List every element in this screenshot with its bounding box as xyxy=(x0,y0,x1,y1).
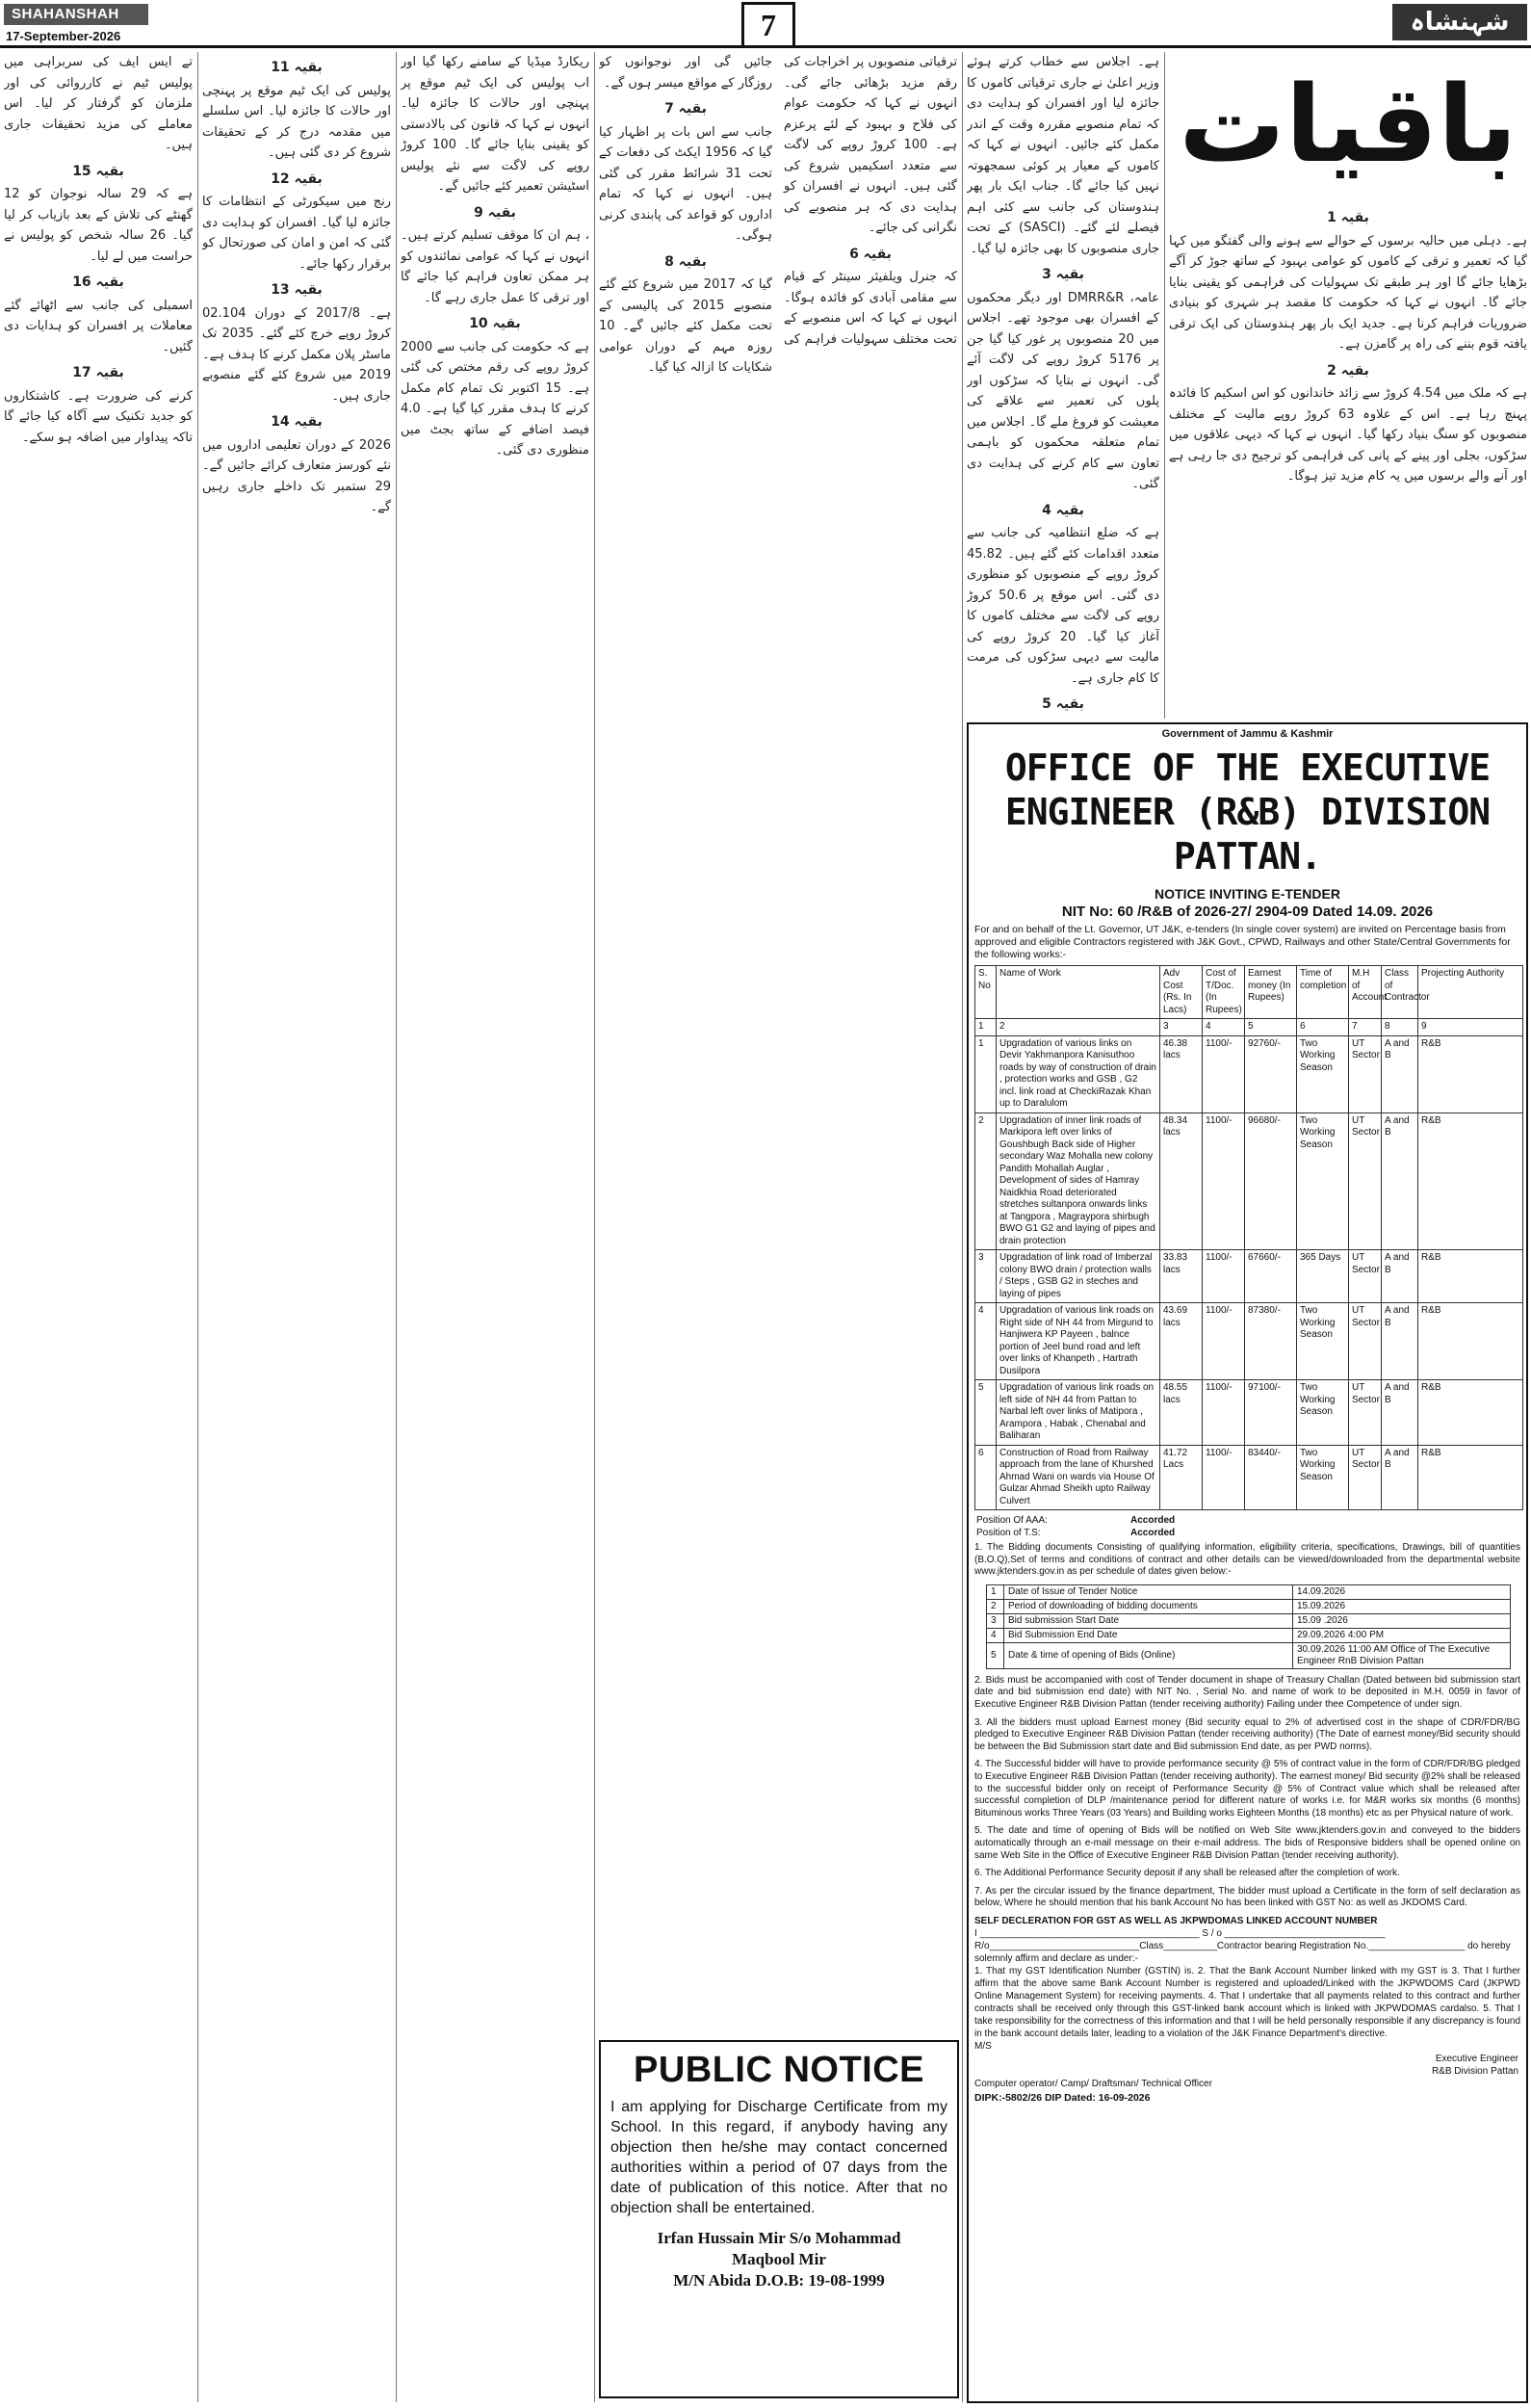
works-column-header: Cost of T/Doc. (In Rupees) xyxy=(1203,966,1245,1019)
signature-line-1: Executive Engineer xyxy=(1435,2053,1518,2064)
works-cell-auth: R&B xyxy=(1418,1445,1523,1510)
article-paragraph: ہے۔ 2017/8 کے دوران 02.104 کروڑ روپے خرچ کئے گئے۔ 2035 تک ماسٹر پلان مکمل کرنے کا ہدف ہے۔ 2019 میں شروع کئے گئے منصوبے جاری ہیں۔ xyxy=(202,305,391,404)
continuation-label: بقیہ 7 xyxy=(664,101,707,117)
paper-name: SHAHANSHAH xyxy=(4,4,148,25)
works-column-number: 7 xyxy=(1349,1019,1382,1036)
schedule-cell-date: 29.09.2026 4:00 PM xyxy=(1293,1628,1511,1642)
schedule-cell-n: 5 xyxy=(987,1642,1004,1668)
article-paragraph: ہے کہ ضلع انتظامیہ کی جانب سے متعدد اقدامات کئے گئے ہیں۔ 45.82 کروڑ روپے کے منصوبوں کو منظوری دی گئی۔ اس موقع پر 50.6 کروڑ روپے کی لاگت سے مختلف کاموں کا آغاز کیا گیا۔ 20 کروڑ روپے کی مالیت سے دیہی سڑکوں کی مرمت کا کام جاری ہے۔ xyxy=(967,526,1159,686)
works-column-header: Projecting Authority xyxy=(1418,966,1523,1019)
works-cell-sno: 2 xyxy=(975,1112,997,1250)
works-column-number: 3 xyxy=(1160,1019,1203,1036)
continuation-label: بقیہ 5 xyxy=(1042,696,1084,712)
continuation-label: بقیہ 12 xyxy=(271,170,323,187)
continuation-label: بقیہ 14 xyxy=(271,414,323,430)
works-cell-sno: 3 xyxy=(975,1250,997,1303)
column-divider xyxy=(962,52,963,2402)
continuation-label: بقیہ 3 xyxy=(1042,267,1084,282)
news-column-6 xyxy=(4,52,193,2402)
works-cell-sno: 4 xyxy=(975,1303,997,1380)
works-number-row xyxy=(975,1019,1523,1036)
office-title: OFFICE OF THE EXECUTIVE ENGINEER (R&B) DIVISION PATTAN. xyxy=(1004,746,1491,877)
works-table xyxy=(974,965,1523,1510)
works-cell-emd: 67660/- xyxy=(1245,1250,1297,1303)
article-paragraph: ہے کہ 29 سالہ نوجوان کو 12 گھنٹے کی تلاش کے بعد بازیاب کر لیا گیا۔ 26 سالہ شخص کو پولیس نے حراست میں لے لیا۔ xyxy=(4,187,193,264)
schedule-cell-item: Date & time of opening of Bids (Online) xyxy=(1004,1642,1293,1668)
works-cell-cls: A and B xyxy=(1382,1445,1418,1510)
schedule-cell-n: 4 xyxy=(987,1628,1004,1642)
issue-date: 17-September-2026 xyxy=(6,29,121,43)
tender-terms xyxy=(969,1672,1526,1913)
article-paragraph: ہے۔ اجلاس سے خطاب کرتے ہوئے وزیر اعلیٰ نے جاری ترقیاتی کاموں کا جائزہ لیا اور افسران کو ہدایت دی کہ تمام منصوبے مقررہ وقت کے اندر مکمل کئے جائیں۔ انہوں نے کہا کہ کاموں کے معیار پر کوئی سمجھوتہ نہیں کیا جائے گا۔ جناب ایک بار پھر ہندوستان کی جانب سے کئی اہم فیصلے لئے گئے۔ (SASCI) کے تحت جاری منصوبوں کا بھی جائزہ لیا گیا۔ xyxy=(967,55,1159,256)
schedule-cell-date: 14.09.2026 xyxy=(1293,1584,1511,1599)
works-cell-cost: 46.38 lacs xyxy=(1160,1035,1203,1112)
header-rule xyxy=(0,45,1531,48)
schedule-cell-n: 3 xyxy=(987,1613,1004,1628)
cc-line: Computer operator/ Camp/ Draftsman/ Technical Officer xyxy=(974,2078,1212,2089)
works-cell-time: 365 Days xyxy=(1297,1250,1349,1303)
article-paragraph: پولیس کی ایک ٹیم موقع پر پہنچی اور حالات کا جائزہ لیا۔ اس سلسلے میں مقدمہ درج کر کے تحقیقات شروع کر دی گئی ہیں۔ xyxy=(202,83,391,160)
works-cell-mh: UT Sector xyxy=(1349,1303,1382,1380)
section-headline: باقیات xyxy=(1179,63,1518,186)
schedule-cell-date: 15.09.2026 xyxy=(1293,1599,1511,1613)
article-paragraph: کہ جنرل ویلفیئر سینٹر کے قیام سے مقامی آبادی کو فائدہ ہوگا۔ انہوں نے کہا کہ اس منصوبے کے تحت مختلف سہولیات فراہم کی جائیں گی اور نوجوانوں کو روزگار کے مواقع میسر ہوں گے۔ xyxy=(599,55,957,347)
continuation-label: بقیہ 1 xyxy=(1327,210,1369,225)
continuation-label: بقیہ 2 xyxy=(1327,362,1369,379)
article-paragraph: ہے کہ ملک میں 4.54 کروڑ سے زائد خاندانوں کو اس اسکیم کا فائدہ پہنچ رہا ہے۔ اس کے علاوہ 63 کروڑ روپے مالیت کے مختلف منصوبوں کو سنگ بنیاد رکھا گیا۔ انہوں نے کہا کہ دیہی علاقوں میں سڑکوں، بجلی اور پینے کے پانی کی فراہمی کو ترجیح دی جا رہی ہے اور آنے والے برسوں میں یہ کام مزید تیز ہوگا۔ xyxy=(1169,386,1527,484)
works-cell-auth: R&B xyxy=(1418,1250,1523,1303)
nit-number: NIT No: 60 /R&B of 2026-27/ 2904-09 Dated 14.09. 2026 xyxy=(1061,903,1434,920)
article-paragraph: تے ایس ایف کی سربراہی میں پولیس ٹیم نے کارروائی کی اور ملزمان کو گرفتار کر لیا۔ اس معاملے کی مزید تحقیقات جاری ہیں۔ xyxy=(4,55,193,152)
works-cell-name: Upgradation of inner link roads of Markipora left over links of Goushbugh Back side of Higher secondary Waz Mohalla new colony Pandith Mohallah Auglar , Development of sides of Hamray Naidkhia Road deteriorated stretches sultanpora onwards links at Tangpora , Magraypora shirbugh BWO G1 G2 and laying of pipes and drain protection xyxy=(997,1112,1160,1250)
schedule-row xyxy=(987,1628,1511,1642)
works-cell-emd: 96680/- xyxy=(1245,1112,1297,1250)
works-cell-auth: R&B xyxy=(1418,1303,1523,1380)
works-column-number: 9 xyxy=(1418,1019,1523,1036)
article-paragraph: عامہ، DMRR&R اور دیگر محکموں کے افسران بھی موجود تھے۔ اجلاس میں 20 منصوبوں پر غور کیا گیا جن پر 5176 کروڑ روپے کی لاگت آئے گی۔ انہوں نے بتایا کہ سڑکوں اور پلوں کی تعمیر سے علاقے کی معیشت کو فروغ ملے گا۔ اجلاس میں تمام متعلقہ محکموں کو باہمی تعاون سے کام کرنے کی ہدایت دی گئی۔ xyxy=(967,290,1159,491)
news-column-5 xyxy=(202,52,391,2402)
works-cell-doc: 1100/- xyxy=(1203,1303,1245,1380)
works-row xyxy=(975,1250,1523,1303)
works-cell-sno: 6 xyxy=(975,1445,997,1510)
works-column-header: Adv Cost (Rs. In Lacs) xyxy=(1160,966,1203,1019)
continuation-label: بقیہ 4 xyxy=(1042,502,1084,518)
works-column-number: 4 xyxy=(1203,1019,1245,1036)
schedule-cell-n: 2 xyxy=(987,1599,1004,1613)
column-divider xyxy=(396,52,397,2402)
schedule-cell-date: 15.09 .2026 xyxy=(1293,1613,1511,1628)
works-cell-time: Two Working Season xyxy=(1297,1445,1349,1510)
works-cell-sno: 1 xyxy=(975,1035,997,1112)
continuation-label: بقیہ 10 xyxy=(469,316,521,331)
works-cell-sno: 5 xyxy=(975,1380,997,1446)
news-column-4 xyxy=(401,52,589,2402)
position-ts: Position of T.S: Accorded xyxy=(976,1528,1176,1538)
term-1: 1. The Bidding documents Consisting of qualifying information, eligibility criteria, specifications, Drawings, bill of quantities (B.O.Q),Set of terms and conditions of contract and other details can be viewed/downloaded from the departmental website www.jktenders.gov.in as per schedule of dates given below:- xyxy=(974,1542,1520,1578)
works-cell-doc: 1100/- xyxy=(1203,1445,1245,1510)
works-cell-cost: 41.72 Lacs xyxy=(1160,1445,1203,1510)
works-column-number: 1 xyxy=(975,1019,997,1036)
works-cell-cost: 48.55 lacs xyxy=(1160,1380,1203,1446)
schedule-cell-item: Period of downloading of bidding documents xyxy=(1004,1599,1293,1613)
tender-term: 3. All the bidders must upload Earnest money (Bid security equal to 2% of advertised cost in the shape of CDR/FDR/BG pledged to Executive Engineer R&B Division Pattan (tender receiving authority) (The Date of earnest money/Bid security should be between the Bid Submission start date and Bid submission End date, as per PWD norms). xyxy=(974,1716,1520,1752)
works-column-number: 2 xyxy=(997,1019,1160,1036)
dip-number: DIPK:-5802/26 DIP Dated: 16-09-2026 xyxy=(974,2091,1151,2104)
works-cell-mh: UT Sector xyxy=(1349,1250,1382,1303)
article-paragraph: 2026 کے دوران تعلیمی اداروں میں نئے کورسز متعارف کرائے جائیں گے۔ 29 ستمبر تک داخلے جاری رہیں گے۔ xyxy=(202,437,391,514)
article-paragraph: ریکارڈ میڈیا کے سامنے رکھا گیا اور اب پولیس کی ایک ٹیم موقع پر پہنچی اور حالات کا جائزہ لیا۔ انہوں نے کہا کہ قانون کی بالادستی کو یقینی بنایا جائے گا۔ 100 کروڑ روپے کی لاگت سے نئے پولیس اسٹیشن تعمیر کئے جائیں گے۔ xyxy=(401,55,589,194)
works-cell-cost: 43.69 lacs xyxy=(1160,1303,1203,1380)
works-column-number: 5 xyxy=(1245,1019,1297,1036)
works-row xyxy=(975,1035,1523,1112)
self-declaration-line-2: R/o____________________________Class__________Contractor bearing Registration No.__________________ do hereby solemnly affirm and declare as under:- xyxy=(974,1940,1511,1964)
tender-term: 6. The Additional Performance Security deposit if any shall be released after the completion of work. xyxy=(974,1868,1400,1879)
continuation-label: بقیہ 9 xyxy=(474,204,516,221)
tender-term: 4. The Successful bidder will have to provide performance security @ 5% of contract value in the form of CDR/FDR/BG pledged to Executive Engineer R&B Division Pattan (tender receiving authority). The earnest money/ Bid security @2% shall be released to the successful bidder only on receipt of Performance Security @ 5% of Contract value which shall be released after successful completion of DLP /maintenance period for different nature of works i.e. for M&R works six months (6 months) Bituminous works Three Years (03 Years) and Building works Eighteen Months (18 months) etc as per Physical nature of work. xyxy=(974,1759,1520,1819)
column-divider xyxy=(1164,52,1165,719)
applicant-dob: M/N Abida D.O.B: 19-08-1999 xyxy=(673,2271,885,2290)
works-cell-cls: A and B xyxy=(1382,1112,1418,1250)
tender-advertisement xyxy=(967,722,1528,2403)
applicant-name-1: Irfan Hussain Mir S/o Mohammad xyxy=(657,2229,901,2247)
works-cell-doc: 1100/- xyxy=(1203,1035,1245,1112)
works-column-number: 6 xyxy=(1297,1019,1349,1036)
works-cell-mh: UT Sector xyxy=(1349,1035,1382,1112)
news-column-2 xyxy=(967,52,1159,719)
works-cell-auth: R&B xyxy=(1418,1035,1523,1112)
works-cell-emd: 83440/- xyxy=(1245,1445,1297,1510)
position-aaa: Position Of AAA: Accorded xyxy=(976,1515,1176,1526)
page-header xyxy=(0,0,1531,48)
works-cell-mh: UT Sector xyxy=(1349,1380,1382,1446)
continuation-label: بقیہ 8 xyxy=(664,253,707,270)
works-cell-mh: UT Sector xyxy=(1349,1112,1382,1250)
tender-intro: For and on behalf of the Lt. Governor, UT J&K, e-tenders (In single cover system) are invited on Percentage basis from approved and eligible Contractors registered with J&K Govt., CPWD, Railways and other State/Central Governments for the following works:- xyxy=(974,924,1511,960)
schedule-cell-item: Bid Submission End Date xyxy=(1004,1628,1293,1642)
schedule-cell-date: 30.09.2026 11:00 AM Office of The Executive Engineer RnB Division Pattan xyxy=(1293,1642,1511,1668)
works-column-header: S. No xyxy=(975,966,997,1019)
works-cell-mh: UT Sector xyxy=(1349,1445,1382,1510)
works-column-header: M.H of Account xyxy=(1349,966,1382,1019)
works-cell-auth: R&B xyxy=(1418,1380,1523,1446)
works-cell-emd: 92760/- xyxy=(1245,1035,1297,1112)
works-cell-name: Upgradation of link road of Imberzal colony BWO drain / protection walls / Steps , GSB G2 in steches and laying of pipes xyxy=(997,1250,1160,1303)
works-cell-doc: 1100/- xyxy=(1203,1112,1245,1250)
public-notice-body: I am applying for Discharge Certificate from my School. In this regard, if anybody having any objection then he/she may contact concerned authorities within a period of 07 days from the date of publication of this notice. After that no objection shall be entertained. xyxy=(610,2099,947,2216)
nit-heading: NOTICE INVITING E-TENDER xyxy=(1155,886,1340,902)
works-row xyxy=(975,1445,1523,1510)
works-cell-cost: 33.83 lacs xyxy=(1160,1250,1203,1303)
article-paragraph xyxy=(967,718,1159,720)
public-notice-title: PUBLIC NOTICE xyxy=(633,2050,925,2090)
works-column-number: 8 xyxy=(1382,1019,1418,1036)
article-paragraph: کرنے کی ضرورت ہے۔ کاشتکاروں کو جدید تکنیک سے آگاہ کیا جائے گا تاکہ پیداوار میں اضافہ ہو سکے۔ xyxy=(4,388,193,445)
works-row xyxy=(975,1380,1523,1446)
continuation-label: بقیہ 13 xyxy=(271,282,323,298)
works-cell-time: Two Working Season xyxy=(1297,1035,1349,1112)
public-notice-box xyxy=(599,2040,959,2398)
article-paragraph: ہے کہ حکومت کی جانب سے 2000 کروڑ روپے کی رقم مختص کی گئی ہے۔ 15 اکتوبر تک تمام کام مکمل کرنے کا ہدف مقرر کیا گیا ہے۔ 4.0 فیصد اضافے کے ساتھ بجٹ میں منظوری دی گئی۔ xyxy=(401,339,589,458)
article-paragraph: ، ہم ان کا موقف تسلیم کرتے ہیں۔ انہوں نے کہا کہ عوامی نمائندوں کو ہر ممکن تعاون فراہم کیا جائے گا اور ترقی کا عمل جاری رہے گا۔ xyxy=(401,228,589,305)
works-cell-auth: R&B xyxy=(1418,1112,1523,1250)
works-row xyxy=(975,1112,1523,1250)
self-declaration-body: 1. That my GST Identification Number (GSTIN) is. 2. That the Bank Account Number linked with my GST is 3. That I further affirm that the above same Bank Account Number is registered and uploaded/Linked with the JKPWDOMS Card (JKPWD Online Management System) for receiving payments. 4. That I undertake that all payments related to this contract and further contracts shall be received only through this GST-linked bank account which is linked with JKPWDOMAS cardalso. 5. That I take responsibility for the correctness of this information and that I will be held personally responsible if any discrepancy is found in the bank account details later, leading to a violation of the J&K Finance Department's directive. xyxy=(974,1965,1520,2039)
works-column-header: Time of completion xyxy=(1297,966,1349,1019)
works-cell-cls: A and B xyxy=(1382,1035,1418,1112)
schedule-row xyxy=(987,1584,1511,1599)
signature-line-2: R&B Division Pattan xyxy=(1431,2065,1518,2077)
ms-label: M/S xyxy=(974,2040,992,2052)
works-cell-name: Upgradation of various links on Devir Yakhmanpora Kanisuthoo roads by way of construction of drain , protection works and GSB , G2 incl. link road at CheckiRazak Khan up to Daralulom xyxy=(997,1035,1160,1112)
works-cell-name: Upgradation of various link roads on left side of NH 44 from Pattan to Narbal left over links of Matipora , Arampora , Habak , Chenabal and Baliharan xyxy=(997,1380,1160,1446)
schedule-row xyxy=(987,1599,1511,1613)
continuation-label: بقیہ 15 xyxy=(72,163,124,179)
schedule-cell-item: Bid submission Start Date xyxy=(1004,1613,1293,1628)
page-number: 7 xyxy=(741,2,795,48)
self-declaration-title: SELF DECLERATION FOR GST AS WELL AS JKPWDOMAS LINKED ACCOUNT NUMBER xyxy=(974,1915,1378,1926)
article-paragraph: جانب سے اس بات پر اظہار کیا گیا کہ 1956 ایکٹ کی دفعات کے تحت 31 شرائط مقرر کی گئی ہیں۔ انہوں نے کہا کہ تمام اداروں کو قواعد کی پابندی کرنی ہوگی۔ xyxy=(599,124,772,243)
works-row xyxy=(975,1303,1523,1380)
article-paragraph: ترقیاتی منصوبوں پر اخراجات کی رقم مزید بڑھائی جائے گی۔ انہوں نے کہا کہ حکومت عوام کی فلاح و بہبود کے لئے پرعزم ہے۔ 100 کروڑ روپے کی لاگت سے متعدد اسکیمیں شروع کی گئی ہیں۔ انہوں نے افسران کو ہدایت دی کہ ہر منصوبے کی نگرانی کی جائے۔ xyxy=(784,55,957,235)
works-cell-emd: 87380/- xyxy=(1245,1303,1297,1380)
works-column-header: Name of Work xyxy=(997,966,1160,1019)
works-cell-name: Construction of Road from Railway approach from the lane of Khurshed Ahmad Wani on wards via House Of Gulzar Ahmad Sheikh upto Railway Culvert xyxy=(997,1445,1160,1510)
works-cell-cls: A and B xyxy=(1382,1380,1418,1446)
works-cell-time: Two Working Season xyxy=(1297,1112,1349,1250)
continuation-label: بقیہ 17 xyxy=(72,365,124,380)
applicant-name-2: Maqbool Mir xyxy=(732,2250,826,2268)
schedule-row xyxy=(987,1613,1511,1628)
works-cell-doc: 1100/- xyxy=(1203,1250,1245,1303)
continuation-label: بقیہ 16 xyxy=(72,275,124,290)
article-paragraph: اسمبلی کی جانب سے اٹھائے گئے معاملات پر افسران کو ہدایات دی گئیں۔ xyxy=(4,298,193,354)
tender-term: 2. Bids must be accompanied with cost of Tender document in shape of Treasury Challan (Dated between bid submission start date and bid submission end date) with NIT No. , Serial No. and name of work to be deposited in M.H. 0059 in favor of Executive Engineer R&B Division Pattan (tender receiving authority) Failing under thee Competence of under sign. xyxy=(974,1674,1520,1710)
works-cell-emd: 97100/- xyxy=(1245,1380,1297,1446)
article-paragraph: گیا کہ 2017 میں شروع کئے گئے منصوبے 2015 کی پالیسی کے تحت مکمل کئے جائیں گے۔ 10 روزہ مہم کے دوران عوامی شکایات کا ازالہ کیا گیا۔ xyxy=(599,277,773,375)
schedule-cell-item: Date of Issue of Tender Notice xyxy=(1004,1584,1293,1599)
column-divider xyxy=(594,52,595,2402)
works-cell-name: Upgradation of various link roads on Right side of NH 44 from Mirgund to Hanjiwera KP Payeen , balnce portion of Jeel bund road and left over links of Khanpeth , Hartrath Dusilpora xyxy=(997,1303,1160,1380)
self-declaration-line-1: I _________________________________________ S / o ______________________________ xyxy=(974,1927,1386,1939)
works-cell-doc: 1100/- xyxy=(1203,1380,1245,1446)
works-cell-cls: A and B xyxy=(1382,1250,1418,1303)
works-header-row xyxy=(975,966,1523,1019)
article-paragraph: رنج میں سیکورٹی کے انتظامات کا جائزہ لیا گیا۔ افسران کو ہدایت دی گئی کہ امن و امان کی صورتحال کو برقرار رکھا جائے۔ xyxy=(202,195,391,272)
news-column-3 xyxy=(599,52,957,2034)
tender-term: 7. As per the circular issued by the finance department, The bidder must upload a Certificate in the form of self declaration as below, Where he should mention that his bank Account No has been linked with GST No: as well as JKDOMS Card. xyxy=(974,1885,1520,1909)
urdu-logo: شہنشاہ xyxy=(1392,4,1527,40)
continuation-label: بقیہ 6 xyxy=(849,246,892,262)
article-paragraph: ہے۔ دہلی میں حالیہ برسوں کے حوالے سے ہونے والی گفتگو میں کہا گیا کہ تعمیر و ترقی کے کاموں کو عوامی بہبود کے ساتھ جوڑ کر آگے بڑھایا جائے گا اور ہر طبقے تک سہولیات کی فراہمی کو یقینی بنایا جائے گا۔ انہوں نے کہا کہ حکومت کا مقصد ہر شہری کو بنیادی ضروریات فراہم کرنا ہے۔ جدید ایک بار پھر ہندوستان کی ایک ترقی یافتہ قوم بننے کی راہ پر گامزن ہے۔ xyxy=(1169,233,1527,352)
works-column-header: Earnest money (In Rupees) xyxy=(1245,966,1297,1019)
continuation-label: بقیہ 11 xyxy=(271,60,323,75)
column-divider xyxy=(197,52,198,2402)
works-cell-cost: 48.34 lacs xyxy=(1160,1112,1203,1250)
works-cell-time: Two Working Season xyxy=(1297,1303,1349,1380)
tender-term: 5. The date and time of opening of Bids will be notified on Web Site www.jktenders.gov.in and conveyed to the bidders automatically through an e-mail message on their e-mail address. The bids of Responsive bidders shall be opened online on same Web Site in the Office of Executive Engineer R&B Division Pattan (tender receiving authority). xyxy=(974,1825,1520,1861)
news-column-1 xyxy=(1169,202,1527,718)
works-cell-time: Two Working Season xyxy=(1297,1380,1349,1446)
schedule-cell-n: 1 xyxy=(987,1584,1004,1599)
works-cell-cls: A and B xyxy=(1382,1303,1418,1380)
govt-line: Government of Jammu & Kashmir xyxy=(1161,728,1334,740)
schedule-row xyxy=(987,1642,1511,1668)
schedule-table xyxy=(986,1584,1511,1669)
works-column-header: Class of Contractor xyxy=(1382,966,1418,1019)
